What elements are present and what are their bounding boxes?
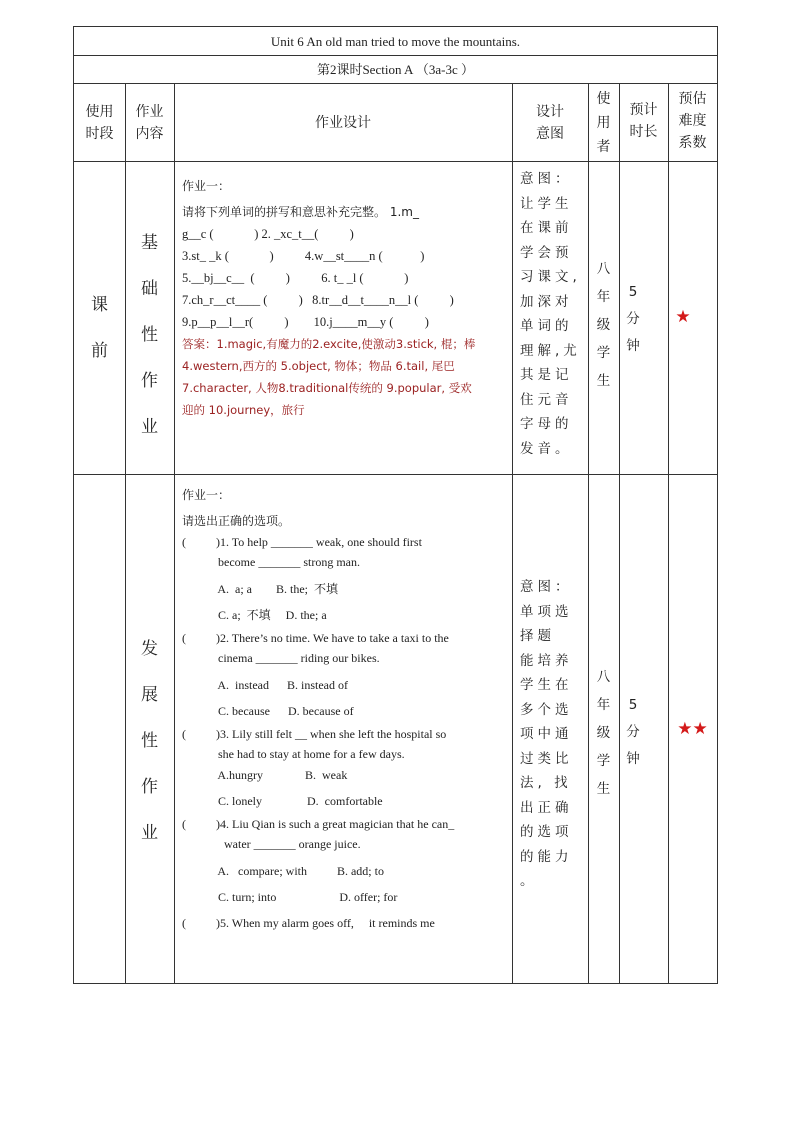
unit-title: Unit 6 An old man tried to move the mountains. — [270, 34, 521, 49]
task-line: 5.__bj__c__ ( ) 6. t_ _l ( ) — [182, 271, 409, 285]
question-line: C. because D. because of — [182, 704, 354, 718]
question-line: C. a; 不填 D. the; a — [182, 608, 327, 622]
row1-user: 八 年 级 学 生 — [596, 261, 611, 389]
divider — [619, 83, 620, 983]
question-line: A. instead B. instead of — [182, 678, 348, 692]
task-title: 作业一： — [182, 179, 231, 193]
difficulty-stars: ★ — [675, 307, 691, 326]
answer-line: 答案：1.magic,有魔力的2.excite,使激动3.stick, 棍；棒 — [182, 337, 476, 351]
task-line: g__c ( ) 2. _xc_t__( ) — [182, 227, 354, 241]
task-line: 3.st_ _k ( ) 4.w__st____n ( ) — [182, 249, 425, 263]
row1-duration: 5 分 钟 — [626, 284, 640, 354]
header-design: 作业设计 — [315, 115, 371, 131]
answer-line: 迎的 10.journey，旅行 — [182, 403, 305, 417]
homework-table — [73, 26, 718, 984]
divider — [668, 83, 669, 983]
task-title: 作业一： — [182, 488, 231, 502]
divider — [74, 474, 717, 475]
answer-line: 7.character, 人物8.traditional传统的 9.popular, 受欢 — [182, 381, 472, 395]
header-difficulty: 预估 难度 系数 — [678, 91, 707, 151]
header-time-period: 使用 时段 — [85, 104, 114, 142]
header-duration: 预计 时长 — [629, 102, 658, 140]
divider — [74, 161, 717, 162]
lesson-title: 第2课时Section A （3a-3c ） — [316, 62, 475, 77]
question-line: ( )1. To help _______ weak, one should first — [182, 535, 422, 549]
header-user: 使 用 者 — [596, 91, 611, 155]
question-line: ( )3. Lily still felt __ when she left the hospital so — [182, 727, 447, 741]
task-line: 7.ch_r__ct____ ( ) 8.tr__d__t____n__l ( ) — [182, 293, 454, 307]
question-line: become _______ strong man. — [182, 555, 360, 569]
divider — [74, 83, 717, 84]
question-line: ( )2. There’s no time. We have to take a taxi to the — [182, 631, 449, 645]
header-content: 作业 内容 — [135, 104, 164, 142]
row2-type: 发 展 性 作 业 — [141, 639, 158, 843]
row2-user: 八 年 级 学 生 — [596, 669, 611, 797]
row2-duration: 5 分 钟 — [626, 697, 640, 767]
question-line: ( )5. When my alarm goes off, it reminds me — [182, 916, 435, 930]
divider — [174, 83, 175, 983]
header-intent: 设计 意图 — [536, 104, 564, 142]
row2-intent: 意图： 单项选 择题 能培养 学生在 多个选 项中通 过类比 法, 找 出正确 的选项 的能力 。 — [520, 579, 573, 889]
divider — [588, 83, 589, 983]
question-line: A. compare; with B. add; to — [182, 864, 384, 878]
question-line: A.hungry B. weak — [182, 768, 348, 782]
row1-intent: 意图： 让学生 在课前 学会预 习课文, 加深对 单词的 理解,尤 其是记 住元音 字母的 发音。 — [520, 171, 581, 457]
question-line: A. a; a B. the; 不填 — [182, 582, 338, 596]
task-instruction: 请选出正确的选项。 — [182, 514, 291, 528]
answer-line: 4.western,西方的 5.object, 物体；物品 6.tail, 尾巴 — [182, 359, 455, 373]
row1-period: 课 前 — [91, 295, 108, 361]
question-line: she had to stay at home for a few days. — [182, 747, 405, 761]
row1-task — [182, 175, 510, 421]
row1-type: 基 础 性 作 业 — [141, 233, 158, 437]
row2-task — [182, 484, 510, 936]
divider — [512, 83, 513, 983]
task-line: 9.p__p__l__r( ) 10.j____m__y ( ) — [182, 315, 429, 329]
question-line: C. turn; into D. offer; for — [182, 890, 398, 904]
task-instruction: 请将下列单词的拼写和意思补充完整。 1.m_ — [182, 205, 419, 219]
question-line: cinema _______ riding our bikes. — [182, 651, 380, 665]
question-line: water _______ orange juice. — [182, 837, 361, 851]
difficulty-stars: ★★ — [677, 719, 708, 738]
question-line: C. lonely D. comfortable — [182, 794, 383, 808]
question-line: ( )4. Liu Qian is such a great magician that he can_ — [182, 817, 455, 831]
